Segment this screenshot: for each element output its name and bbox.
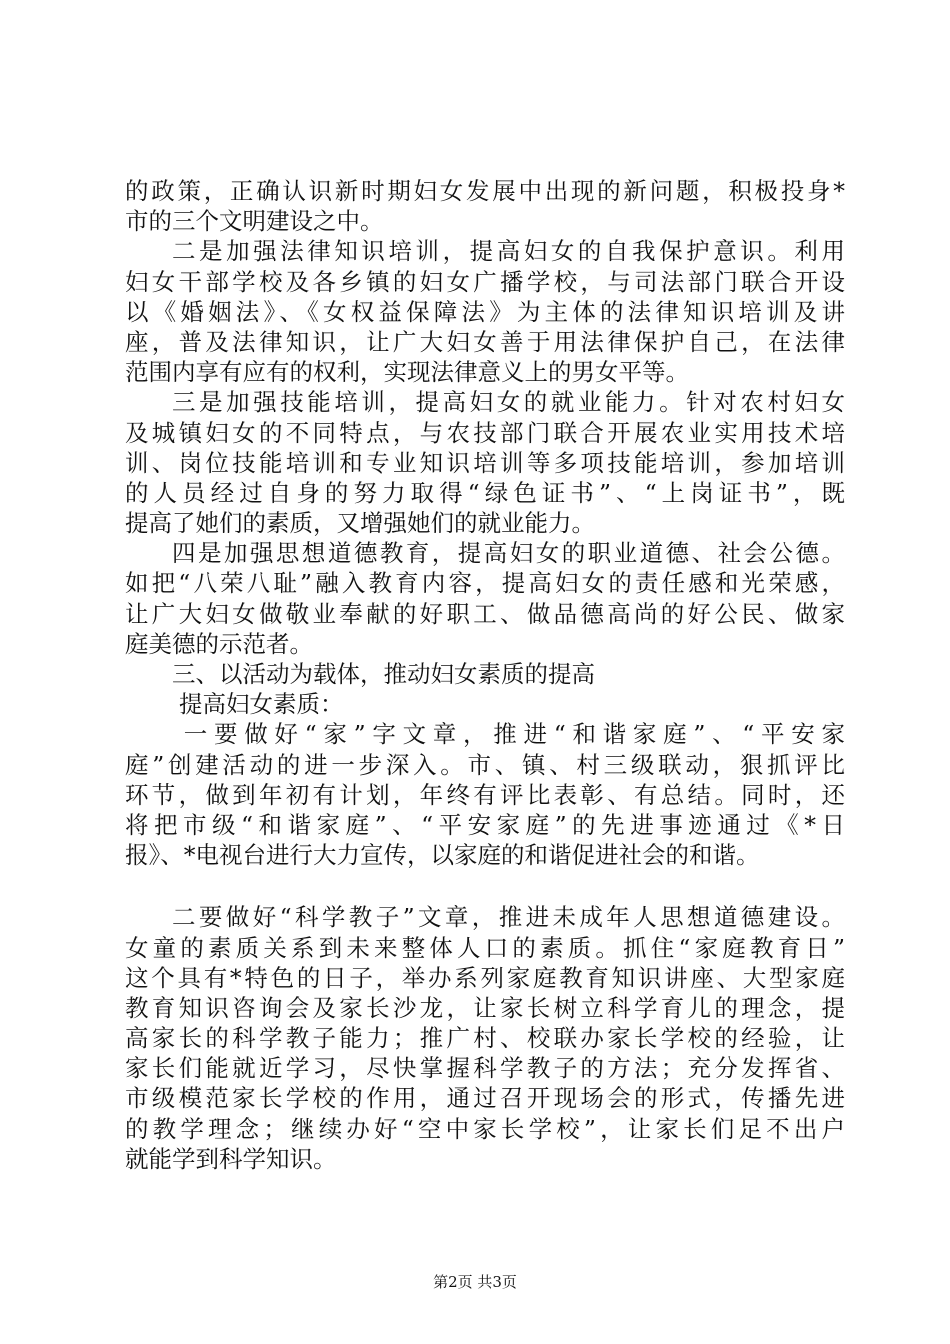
text-line: 让广大妇女做敬业奉献的好职工、做品德高尚的好公民、做家 bbox=[125, 599, 845, 628]
text-line: 环节，做到年初有计划，年终有评比表彰、有总结。同时，还 bbox=[125, 780, 845, 809]
paragraph-gap bbox=[125, 870, 845, 902]
text-line: 高家长的科学教子能力；推广村、校联办家长学校的经验，让 bbox=[125, 1024, 845, 1053]
text-line: 这个具有*特色的日子，举办系列家庭教育知识讲座、大型家庭 bbox=[125, 963, 845, 992]
text-line: 市的三个文明建设之中。 bbox=[125, 207, 384, 236]
text-line: 庭美德的示范者。 bbox=[125, 629, 313, 658]
page-footer: 第2页 共3页 bbox=[433, 1273, 517, 1291]
text-line: 妇女干部学校及各乡镇的妇女广播学校，与司法部门联合开设 bbox=[125, 267, 845, 296]
text-line: 的政策，正确认识新时期妇女发展中出现的新问题，积极投身* bbox=[125, 177, 845, 205]
text-line: 三是加强技能培训，提高妇女的就业能力。针对农村妇女 bbox=[172, 388, 845, 417]
text-line: 训、岗位技能培训和专业知识培训等多项技能培训，参加培训 bbox=[125, 448, 845, 477]
text-line: 三、以活动为载体，推动妇女素质的提高 bbox=[172, 660, 595, 688]
text-line: 的人员经过自身的努力取得“绿色证书”、“上岗证书”，既 bbox=[125, 478, 845, 507]
text-line: 就能学到科学知识。 bbox=[125, 1144, 337, 1173]
text-line: 如把“八荣八耻”融入教育内容，提高妇女的责任感和光荣感， bbox=[125, 569, 845, 598]
text-line: 庭”创建活动的进一步深入。市、镇、村三级联动，狠抓评比 bbox=[125, 750, 845, 779]
text-line: 提高妇女素质： bbox=[179, 690, 344, 719]
text-line: 二是加强法律知识培训，提高妇女的自我保护意识。利用 bbox=[172, 237, 845, 266]
text-line: 报》、*电视台进行大力宣传，以家庭的和谐促进社会的和谐。 bbox=[125, 841, 760, 870]
text-line: 提高了她们的素质，又增强她们的就业能力。 bbox=[125, 509, 595, 538]
text-line: 女童的素质关系到未来整体人口的素质。抓住“家庭教育日” bbox=[125, 933, 845, 962]
text-line: 教育知识咨询会及家长沙龙，让家长树立科学育儿的理念，提 bbox=[125, 993, 845, 1022]
text-line: 二要做好“科学教子”文章，推进未成年人思想道德建设。 bbox=[172, 903, 845, 932]
text-line: 四是加强思想道德教育，提高妇女的职业道德、社会公德。 bbox=[172, 539, 845, 568]
text-line: 及城镇妇女的不同特点，与农技部门联合开展农业实用技术培 bbox=[125, 418, 845, 447]
text-line: 以《婚姻法》、《女权益保障法》为主体的法律知识培训及讲 bbox=[125, 297, 845, 326]
text-line: 家长们能就近学习，尽快掌握科学教子的方法；充分发挥省、 bbox=[125, 1054, 845, 1083]
text-line: 将把市级“和谐家庭”、“平安家庭”的先进事迹通过《*日 bbox=[125, 810, 845, 839]
document-body bbox=[125, 176, 845, 1174]
text-line: 市级模范家长学校的作用，通过召开现场会的形式，传播先进 bbox=[125, 1084, 845, 1113]
text-line: 的教学理念；继续办好“空中家长学校”，让家长们足不出户 bbox=[125, 1114, 845, 1143]
text-line: 座，普及法律知识，让广大妇女善于用法律保护自己，在法律 bbox=[125, 327, 845, 356]
text-line: 一要做好“家”字文章，推进“和谐家庭”、“平安家 bbox=[183, 720, 845, 749]
text-line: 范围内享有应有的权利，实现法律意义上的男女平等。 bbox=[125, 358, 689, 387]
